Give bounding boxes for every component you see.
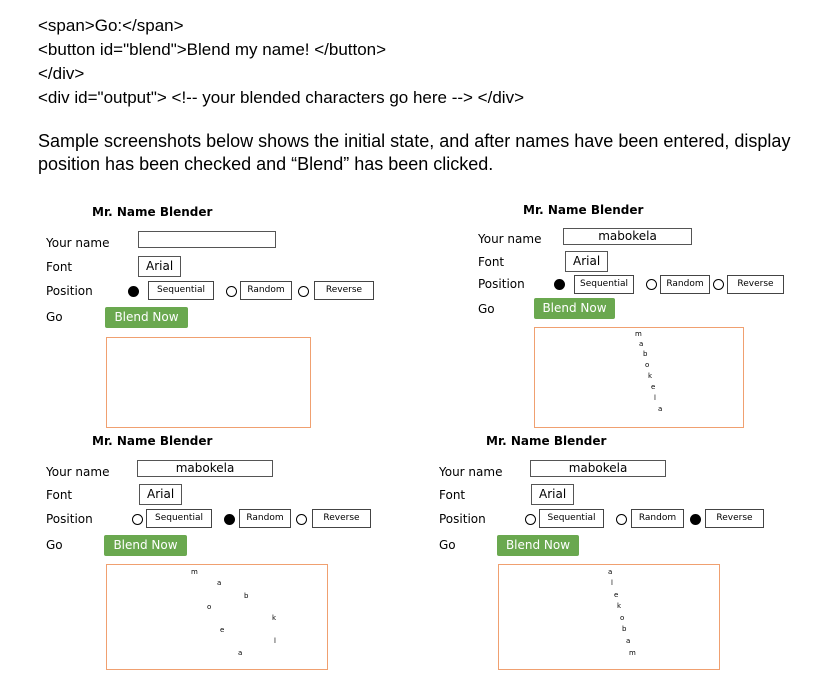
output-char: a xyxy=(658,405,663,413)
output-char: k xyxy=(648,372,653,380)
radio-sequential[interactable] xyxy=(128,286,139,297)
output-area xyxy=(106,337,311,428)
font-label: Font xyxy=(46,260,73,274)
radio-random[interactable] xyxy=(226,286,237,297)
radio-random[interactable] xyxy=(646,279,657,290)
option-reverse: Reverse xyxy=(727,275,784,294)
go-label: Go xyxy=(478,302,495,316)
output-char: e xyxy=(614,591,619,599)
blend-now-button[interactable]: Blend Now xyxy=(497,535,579,556)
output-char: l xyxy=(274,637,276,645)
go-label: Go xyxy=(46,310,63,324)
option-random: Random xyxy=(660,275,710,294)
output-char: k xyxy=(617,602,622,610)
output-char: m xyxy=(191,568,198,576)
your-name-label: Your name xyxy=(46,236,110,250)
output-char: o xyxy=(645,361,650,369)
your-name-label: Your name xyxy=(439,465,503,479)
option-sequential: Sequential xyxy=(574,275,634,294)
option-random: Random xyxy=(631,509,684,528)
font-label: Font xyxy=(478,255,505,269)
panel-title: Mr. Name Blender xyxy=(92,434,213,448)
blend-now-button[interactable]: Blend Now xyxy=(105,307,188,328)
description-paragraph: Sample screenshots below shows the initial state, and after names have been entered, display position has been checked and “Blend” has been clicked. xyxy=(38,131,791,174)
name-input[interactable]: mabokela xyxy=(137,460,273,477)
position-label: Position xyxy=(46,512,93,526)
your-name-label: Your name xyxy=(46,465,110,479)
code-line-2: <button id="blend">Blend my name! </button> xyxy=(38,40,387,59)
output-char: e xyxy=(651,383,656,391)
output-char: b xyxy=(244,592,249,600)
output-char: b xyxy=(622,625,627,633)
your-name-label: Your name xyxy=(478,232,542,246)
font-field[interactable]: Arial xyxy=(139,484,182,505)
output-char: a xyxy=(608,568,613,576)
go-label: Go xyxy=(439,538,456,552)
option-reverse: Reverse xyxy=(312,509,371,528)
font-field[interactable]: Arial xyxy=(138,256,181,277)
font-label: Font xyxy=(46,488,73,502)
output-char: a xyxy=(626,637,631,645)
output-char: k xyxy=(272,614,277,622)
output-area xyxy=(106,564,328,670)
radio-reverse[interactable] xyxy=(298,286,309,297)
radio-reverse[interactable] xyxy=(713,279,724,290)
output-char: a xyxy=(217,579,222,587)
option-sequential: Sequential xyxy=(146,509,212,528)
output-char: a xyxy=(238,649,243,657)
panel-title: Mr. Name Blender xyxy=(92,205,213,219)
output-char: a xyxy=(639,340,644,348)
blend-now-button[interactable]: Blend Now xyxy=(534,298,615,319)
panel-title: Mr. Name Blender xyxy=(523,203,644,217)
font-field[interactable]: Arial xyxy=(565,251,608,272)
go-label: Go xyxy=(46,538,63,552)
radio-sequential[interactable] xyxy=(525,514,536,525)
option-reverse: Reverse xyxy=(314,281,374,300)
option-random: Random xyxy=(240,281,292,300)
option-random: Random xyxy=(239,509,291,528)
code-line-4: <div id="output"> <!-- your blended characters go here --> </div> xyxy=(38,88,524,107)
radio-sequential[interactable] xyxy=(132,514,143,525)
font-field[interactable]: Arial xyxy=(531,484,574,505)
radio-random[interactable] xyxy=(224,514,235,525)
name-input[interactable]: mabokela xyxy=(563,228,692,245)
font-label: Font xyxy=(439,488,466,502)
output-char: o xyxy=(620,614,625,622)
output-char: b xyxy=(643,350,648,358)
radio-reverse[interactable] xyxy=(690,514,701,525)
position-label: Position xyxy=(439,512,486,526)
radio-reverse[interactable] xyxy=(296,514,307,525)
output-area xyxy=(534,327,744,428)
output-char: l xyxy=(611,579,613,587)
output-area xyxy=(498,564,720,670)
option-sequential: Sequential xyxy=(148,281,214,300)
option-sequential: Sequential xyxy=(539,509,604,528)
position-label: Position xyxy=(478,277,525,291)
panel-title: Mr. Name Blender xyxy=(486,434,607,448)
position-label: Position xyxy=(46,284,93,298)
output-char: m xyxy=(635,330,642,338)
code-line-1: <span>Go:</span> xyxy=(38,16,184,35)
output-char: m xyxy=(629,649,636,657)
blend-now-button[interactable]: Blend Now xyxy=(104,535,187,556)
code-line-3: </div> xyxy=(38,64,85,83)
output-char: o xyxy=(207,603,212,611)
option-reverse: Reverse xyxy=(705,509,764,528)
output-char: l xyxy=(654,394,656,402)
output-char: e xyxy=(220,626,225,634)
radio-random[interactable] xyxy=(616,514,627,525)
radio-sequential[interactable] xyxy=(554,279,565,290)
name-input[interactable]: mabokela xyxy=(530,460,666,477)
name-input[interactable] xyxy=(138,231,276,248)
